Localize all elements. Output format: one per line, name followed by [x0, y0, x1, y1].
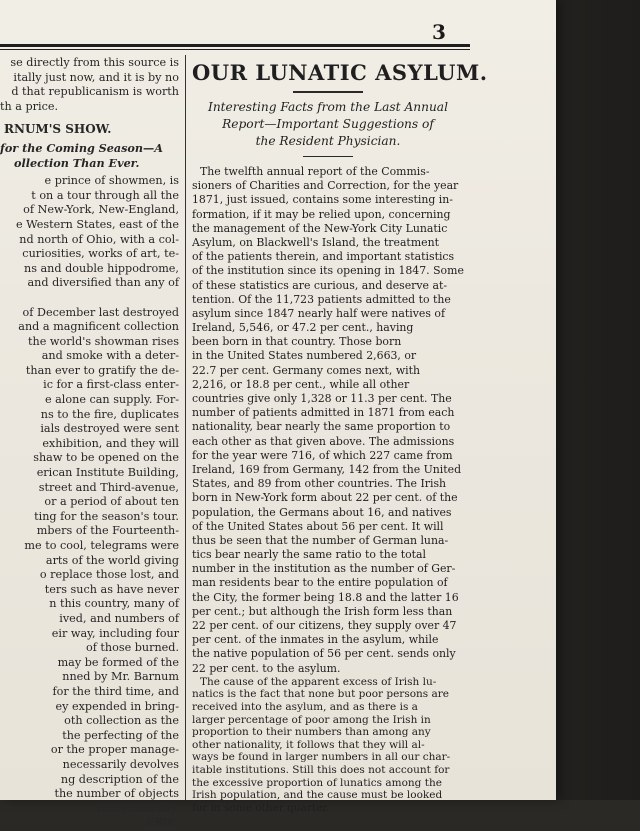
left-body-line: the world's showman rises [28, 334, 179, 348]
article-body-line: the native population of 56 per cent. sends only [192, 647, 456, 661]
left-article-subheading: ollection Than Ever. [14, 155, 140, 170]
left-body-line: or a period of about ten [44, 495, 179, 509]
left-body-line: shaw to be opened on the [33, 451, 179, 465]
left-top-line: d that republicanism is worth [11, 85, 179, 99]
left-article-heading: RNUM'S SHOW. [4, 122, 112, 137]
article-body-line: 2,216, or 18.8 per cent., while all other [192, 377, 410, 391]
article-body-line: ways be found in larger numbers in all our char- [192, 751, 451, 764]
article-body-line: per cent.; but although the Irish form less than [192, 604, 453, 618]
left-body-line: and a magnificent collection [18, 320, 179, 334]
left-body-line: o replace those lost, and [39, 568, 179, 582]
article-body-line: the management of the New-York City Lunatic [192, 221, 448, 235]
left-body-line: ived, and numbers of [59, 611, 179, 625]
article-body-line: The twelfth annual report of the Commis- [200, 165, 430, 178]
left-body-line: of December last destroyed [22, 305, 179, 319]
left-body-line: street and Third-avenue, [38, 480, 179, 494]
left-body-line: e alone can supply. For- [44, 393, 179, 407]
left-body-line: me to cool, telegrams were [24, 539, 179, 552]
article-body-line: 22 per cent. to the asylum. [192, 661, 341, 675]
left-body-line: n this country, many of [49, 597, 179, 611]
article-body-line: tics bear nearly the same ratio to the total [192, 548, 427, 562]
article-body-line: 22 per cent. of our citizens, they supply over 47 [192, 619, 457, 632]
left-top-line: itally just now, and it is by no [13, 70, 179, 84]
article-body-line: countries give only 1,328 or 11.3 per cent. The [192, 392, 452, 405]
left-body-line: mbers of the Fourteenth- [36, 524, 179, 538]
left-body-line: arts of the world giving [45, 553, 179, 567]
article-body-line: the City, the former being 18.8 and the latter 16 [192, 590, 459, 604]
left-body-line: t on a tour through all the [31, 188, 179, 202]
subheadline-dash [303, 156, 353, 157]
left-body-line: ERIE. [146, 816, 179, 830]
article-headline: OUR LUNATIC ASYLUM. [192, 60, 488, 85]
article-body-line: sioners of Charities and Correction, for the year [192, 179, 459, 193]
article-body-line: The cause of the apparent excess of Irish lu- [200, 675, 437, 688]
article-body-line: Irish population, and the cause must be looked [192, 789, 443, 802]
article-body-line: tention. Of the 11,723 patients admitted to the [192, 292, 451, 306]
left-body-line: ting for the season's tour. [34, 509, 179, 523]
masthead-rule-thin [0, 49, 470, 50]
left-body-line: ns and double hippodrome, [24, 261, 179, 275]
article-body-line: itable institutions. Still this does not account for [192, 763, 450, 776]
headline-dash [293, 91, 363, 93]
article-body-line: for in some other quarter. [192, 801, 330, 814]
article-body-line: population, the Germans about 16, and natives [192, 505, 452, 519]
article-body-line: of the patients therein, and important statistics [192, 250, 455, 264]
subheadline-line: Report—Important Suggestions of [222, 117, 434, 131]
article-body-line: of the institution since its opening in 1847. Some [192, 264, 464, 278]
left-body-line: erican Institute Building, [36, 466, 179, 480]
article-body-line: 22.7 per cent. Germany comes next, with [192, 363, 421, 377]
left-column [0, 56, 181, 830]
left-body-line: the perfecting of the [62, 728, 179, 742]
article-body-line: man residents bear to the entire population of [192, 576, 448, 590]
article-body-line: Ireland, 169 from Germany, 142 from the United [192, 462, 462, 476]
left-body-line: ials destroyed were sent [40, 422, 179, 436]
article-body-line: per cent. of the inmates in the asylum, while [192, 633, 439, 647]
article-body [192, 165, 464, 814]
left-body-line: or the proper manage- [50, 743, 179, 757]
left-body-line: than ever to gratify the de- [25, 363, 179, 377]
article-subheadline [192, 99, 464, 150]
article-body-line: for the year were 716, of which 227 came from [192, 448, 453, 462]
left-body-line: eir way, including four [51, 626, 179, 640]
left-body-line: e Western States, east of the [16, 217, 179, 231]
article-body-line: States, and 89 from other countries. The Irish [192, 477, 447, 491]
article-body-line: of these statistics are curious, and deserve at- [192, 278, 447, 292]
article-body-line: received into the asylum, and as there is a [192, 700, 418, 713]
left-body-line: necessarily devolves [62, 757, 179, 771]
article-body-line: Asylum, on Blackwell's Island, the treatment [192, 235, 439, 249]
article-body-line: natics is the fact that none but poor persons are [192, 688, 450, 701]
left-body-line: of those burned. [85, 641, 179, 655]
left-body-line: ey expended in bring- [55, 699, 179, 713]
article-body-line: asylum since 1847 nearly half were natives of [192, 306, 446, 320]
article-body-line: 1871, just issued, contains some interesting in- [192, 193, 453, 207]
left-body-line: rter yesterday. [96, 801, 179, 815]
left-body-line: and smoke with a deter- [41, 349, 179, 363]
left-body-line: the number of objects [54, 787, 179, 801]
article-body-line: formation, if it may be relied upon, concerning [192, 207, 451, 221]
article-body-line: the excessive proportion of lunatics among the [192, 776, 442, 789]
left-body-line: of New-York, New-England, [23, 203, 179, 217]
article-body-line: other nationality, it follows that they will al- [192, 738, 425, 751]
left-body-line: for the third time, and [52, 684, 179, 698]
article-body-line: of the United States about 56 per cent. It will [192, 519, 444, 533]
article-body-line: number of patients admitted in 1871 from each [192, 406, 455, 420]
article-body-line: each other as that given above. The admissions [192, 434, 455, 448]
left-body-line: nned by Mr. Barnum [62, 670, 179, 684]
left-body-line: ic for a first-class enter- [43, 378, 179, 392]
left-body-line: oth collection as the [64, 714, 179, 728]
article-body-line: number in the institution as the number of Ger- [192, 562, 456, 576]
left-body-line: and diversified than any of [27, 276, 179, 290]
article-body-line: been born in that country. Those born [192, 335, 402, 349]
masthead-rule-thick [0, 44, 470, 47]
left-body-line: curiosities, works of art, te- [22, 247, 179, 261]
article-body-line: nationality, bear nearly the same proportion to [192, 420, 451, 434]
left-body-line: nd north of Ohio, with a col- [19, 232, 179, 246]
article-body-line: proportion to their numbers than among any [192, 726, 431, 739]
page-number: 3 [432, 20, 446, 44]
left-top-line: se directly from this source is [10, 56, 179, 69]
left-body-line: may be formed of the [57, 655, 179, 669]
left-body-line: ters such as have never [44, 582, 179, 596]
left-body-line: ns to the fire, duplicates [40, 407, 179, 421]
right-column [192, 56, 488, 814]
article-body-line: larger percentage of poor among the Irish in [192, 713, 431, 726]
subheadline-line: Interesting Facts from the Last Annual [208, 100, 448, 114]
left-top-line: th a price. [0, 99, 59, 113]
left-article-subheading: for the Coming Season—A [0, 140, 163, 155]
left-body-line: exhibition, and they will [42, 436, 179, 450]
article-body-line: Ireland, 5,546, or 47.2 per cent., having [192, 321, 414, 335]
left-body-line: ng description of the [60, 772, 179, 786]
left-body-line [0, 291, 181, 306]
left-body-line: e prince of showmen, is [44, 174, 179, 188]
subheadline-line: the Resident Physician. [255, 134, 401, 148]
left-article-body [0, 174, 181, 831]
article-body-line: thus be seen that the number of German luna- [192, 533, 449, 547]
column-divider [185, 55, 186, 800]
article-body-line: in the United States numbered 2,663, or [192, 349, 417, 363]
article-body-line: born in New-York form about 22 per cent. of the [192, 491, 458, 505]
